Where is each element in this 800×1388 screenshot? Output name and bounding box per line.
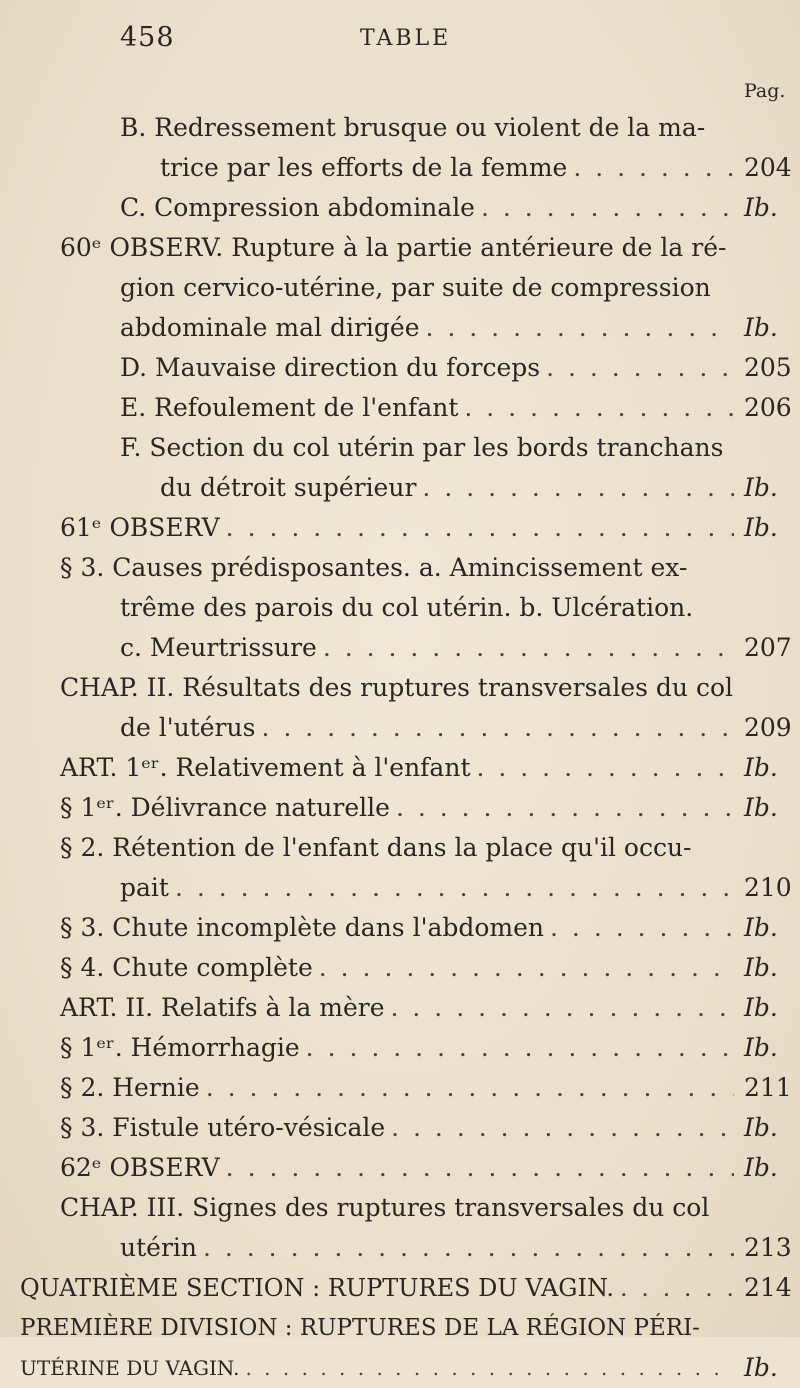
toc-entry-text: § 3. Fistule utéro-vésicale bbox=[60, 1113, 386, 1142]
toc-entry-text: C. Compression abdominale bbox=[120, 193, 475, 222]
toc-entry-text: CHAP. III. Signes des ruptures transversales du col bbox=[60, 1193, 710, 1222]
leader-dots bbox=[391, 1108, 734, 1148]
toc-page-number: Ib. bbox=[744, 1033, 778, 1062]
toc-entry-text: F. Section du col utérin par les bords tranchans bbox=[120, 433, 724, 462]
toc-page-number: Ib. bbox=[744, 793, 778, 822]
toc-entry bbox=[60, 988, 740, 1028]
toc-entry-text: E. Refoulement de l'enfant bbox=[120, 393, 459, 422]
leader-dots bbox=[391, 988, 734, 1028]
toc-entry-text: c. Meurtrissure bbox=[120, 633, 317, 662]
leader-dots bbox=[306, 1028, 734, 1068]
leader-dots bbox=[323, 628, 734, 668]
page-header bbox=[0, 22, 800, 62]
toc-entry bbox=[120, 268, 711, 308]
toc-section-heading bbox=[20, 1348, 740, 1388]
toc-entry-text: § 4. Chute complète bbox=[60, 953, 313, 982]
toc-entry bbox=[160, 148, 740, 188]
toc-entry bbox=[60, 668, 733, 708]
leader-dots bbox=[396, 788, 734, 828]
toc-entry bbox=[160, 468, 740, 508]
toc-page-number: Ib. bbox=[744, 753, 778, 782]
leader-dots bbox=[319, 948, 734, 988]
toc-entry bbox=[120, 188, 740, 228]
toc-entry bbox=[60, 1028, 740, 1068]
toc-entry-text: § 3. Chute incomplète dans l'abdomen bbox=[60, 913, 545, 942]
toc-page-number: 210 bbox=[744, 873, 792, 902]
toc-entry-text: de l'utérus bbox=[120, 713, 256, 742]
toc-entry-text: PREMIÈRE DIVISION : RUPTURES DE LA RÉGION PÉRI- bbox=[20, 1315, 700, 1341]
leader-dots bbox=[620, 1268, 734, 1308]
leader-dots bbox=[550, 908, 734, 948]
toc-entry bbox=[120, 308, 740, 348]
toc-page-number: 211 bbox=[744, 1073, 792, 1102]
toc-entry bbox=[120, 708, 740, 748]
toc-page-number: Ib. bbox=[744, 473, 778, 502]
toc-page-number: Ib. bbox=[744, 513, 778, 542]
toc-entry bbox=[60, 1148, 740, 1188]
toc-page-number: 204 bbox=[744, 153, 792, 182]
toc-page-number: 214 bbox=[744, 1273, 792, 1302]
toc-entry bbox=[120, 868, 740, 908]
toc-entry bbox=[60, 908, 740, 948]
toc-entry-text: ART. 1ᵉʳ. Relativement à l'enfant bbox=[60, 753, 471, 782]
leader-dots bbox=[426, 308, 735, 348]
toc-entry-text: QUATRIÈME SECTION : RUPTURES DU VAGIN. bbox=[20, 1274, 615, 1302]
toc-entry bbox=[60, 548, 687, 588]
toc-entry bbox=[60, 748, 740, 788]
leader-dots bbox=[422, 468, 734, 508]
toc-entry-text: § 1ᵉʳ. Hémorrhagie bbox=[60, 1033, 300, 1062]
toc-entry bbox=[60, 828, 692, 868]
toc-entry bbox=[120, 388, 740, 428]
page-column-heading: Pag. bbox=[744, 80, 786, 102]
leader-dots bbox=[226, 508, 734, 548]
toc-page-number: Ib. bbox=[744, 1353, 778, 1382]
toc-page-number: 209 bbox=[744, 713, 792, 742]
leader-dots bbox=[546, 348, 734, 388]
toc-page-number: 206 bbox=[744, 393, 792, 422]
toc-entry bbox=[60, 1108, 740, 1148]
toc-entry-text: gion cervico-utérine, par suite de compression bbox=[120, 273, 711, 302]
toc-entry-text: du détroit supérieur bbox=[160, 473, 417, 502]
toc-entry bbox=[120, 108, 705, 148]
toc-page-number: Ib. bbox=[744, 1153, 778, 1182]
toc-entry-text: 60ᵉ OBSERV. Rupture à la partie antérieure de la ré- bbox=[60, 233, 727, 262]
toc-entry-text: B. Redressement brusque ou violent de la ma- bbox=[120, 113, 706, 142]
toc-page-number: Ib. bbox=[744, 313, 778, 342]
toc-page-number: Ib. bbox=[744, 993, 778, 1022]
toc-entry-text: UTÉRINE DU VAGIN. bbox=[20, 1356, 240, 1380]
toc-entry bbox=[60, 948, 740, 988]
page-number: 458 bbox=[120, 22, 175, 53]
leader-dots bbox=[245, 1348, 734, 1388]
leader-dots bbox=[573, 148, 734, 188]
toc-entry-text: D. Mauvaise direction du forceps bbox=[120, 353, 541, 382]
toc-page-number: 213 bbox=[744, 1233, 792, 1262]
toc-entry-text: CHAP. II. Résultats des ruptures transversales du col bbox=[60, 673, 733, 702]
toc-entry-text: abdominale mal dirigée bbox=[120, 313, 420, 342]
toc-entry bbox=[120, 428, 724, 468]
toc-entry bbox=[60, 1188, 709, 1228]
toc-entry-text: ART. II. Relatifs à la mère bbox=[60, 993, 385, 1022]
toc-entry bbox=[60, 788, 740, 828]
toc-page-number: Ib. bbox=[744, 193, 778, 222]
toc-page-number: 205 bbox=[744, 353, 792, 382]
leader-dots bbox=[203, 1228, 734, 1268]
toc-entry bbox=[60, 228, 726, 268]
leader-dots bbox=[464, 388, 734, 428]
leader-dots bbox=[477, 748, 735, 788]
toc-entry-text: § 3. Causes prédisposantes. a. Amincissement ex- bbox=[60, 553, 688, 582]
leader-dots bbox=[206, 1068, 734, 1108]
toc-entry-text: § 2. Hernie bbox=[60, 1073, 200, 1102]
toc-entry bbox=[120, 588, 693, 628]
toc-page-number: Ib. bbox=[744, 913, 778, 942]
toc-entry-text: utérin bbox=[120, 1233, 197, 1262]
toc-section-heading bbox=[20, 1268, 740, 1308]
toc-entry-text: 61ᵉ OBSERV bbox=[60, 513, 220, 542]
toc-page-number: 207 bbox=[744, 633, 792, 662]
running-head: TABLE bbox=[360, 26, 452, 51]
toc-page-number: Ib. bbox=[744, 1113, 778, 1142]
toc-page-number: Ib. bbox=[744, 953, 778, 982]
toc-entry-text: pait bbox=[120, 873, 169, 902]
leader-dots bbox=[261, 708, 734, 748]
toc-entry-text: 62ᵉ OBSERV bbox=[60, 1153, 220, 1182]
toc-entry-text: trice par les efforts de la femme bbox=[160, 153, 568, 182]
leader-dots bbox=[175, 868, 734, 908]
leader-dots bbox=[481, 188, 734, 228]
leader-dots bbox=[226, 1148, 734, 1188]
toc-entry bbox=[120, 628, 740, 668]
toc-entry bbox=[120, 348, 740, 388]
toc-section-heading bbox=[20, 1308, 700, 1348]
toc-entry bbox=[120, 1228, 740, 1268]
toc-entry bbox=[60, 1068, 740, 1108]
toc-entry-text: § 2. Rétention de l'enfant dans la place qu'il occu- bbox=[60, 833, 692, 862]
toc-entry-text: trême des parois du col utérin. b. Ulcération. bbox=[120, 593, 694, 622]
toc-entry bbox=[60, 508, 740, 548]
toc-entry-text: § 1ᵉʳ. Délivrance naturelle bbox=[60, 793, 390, 822]
